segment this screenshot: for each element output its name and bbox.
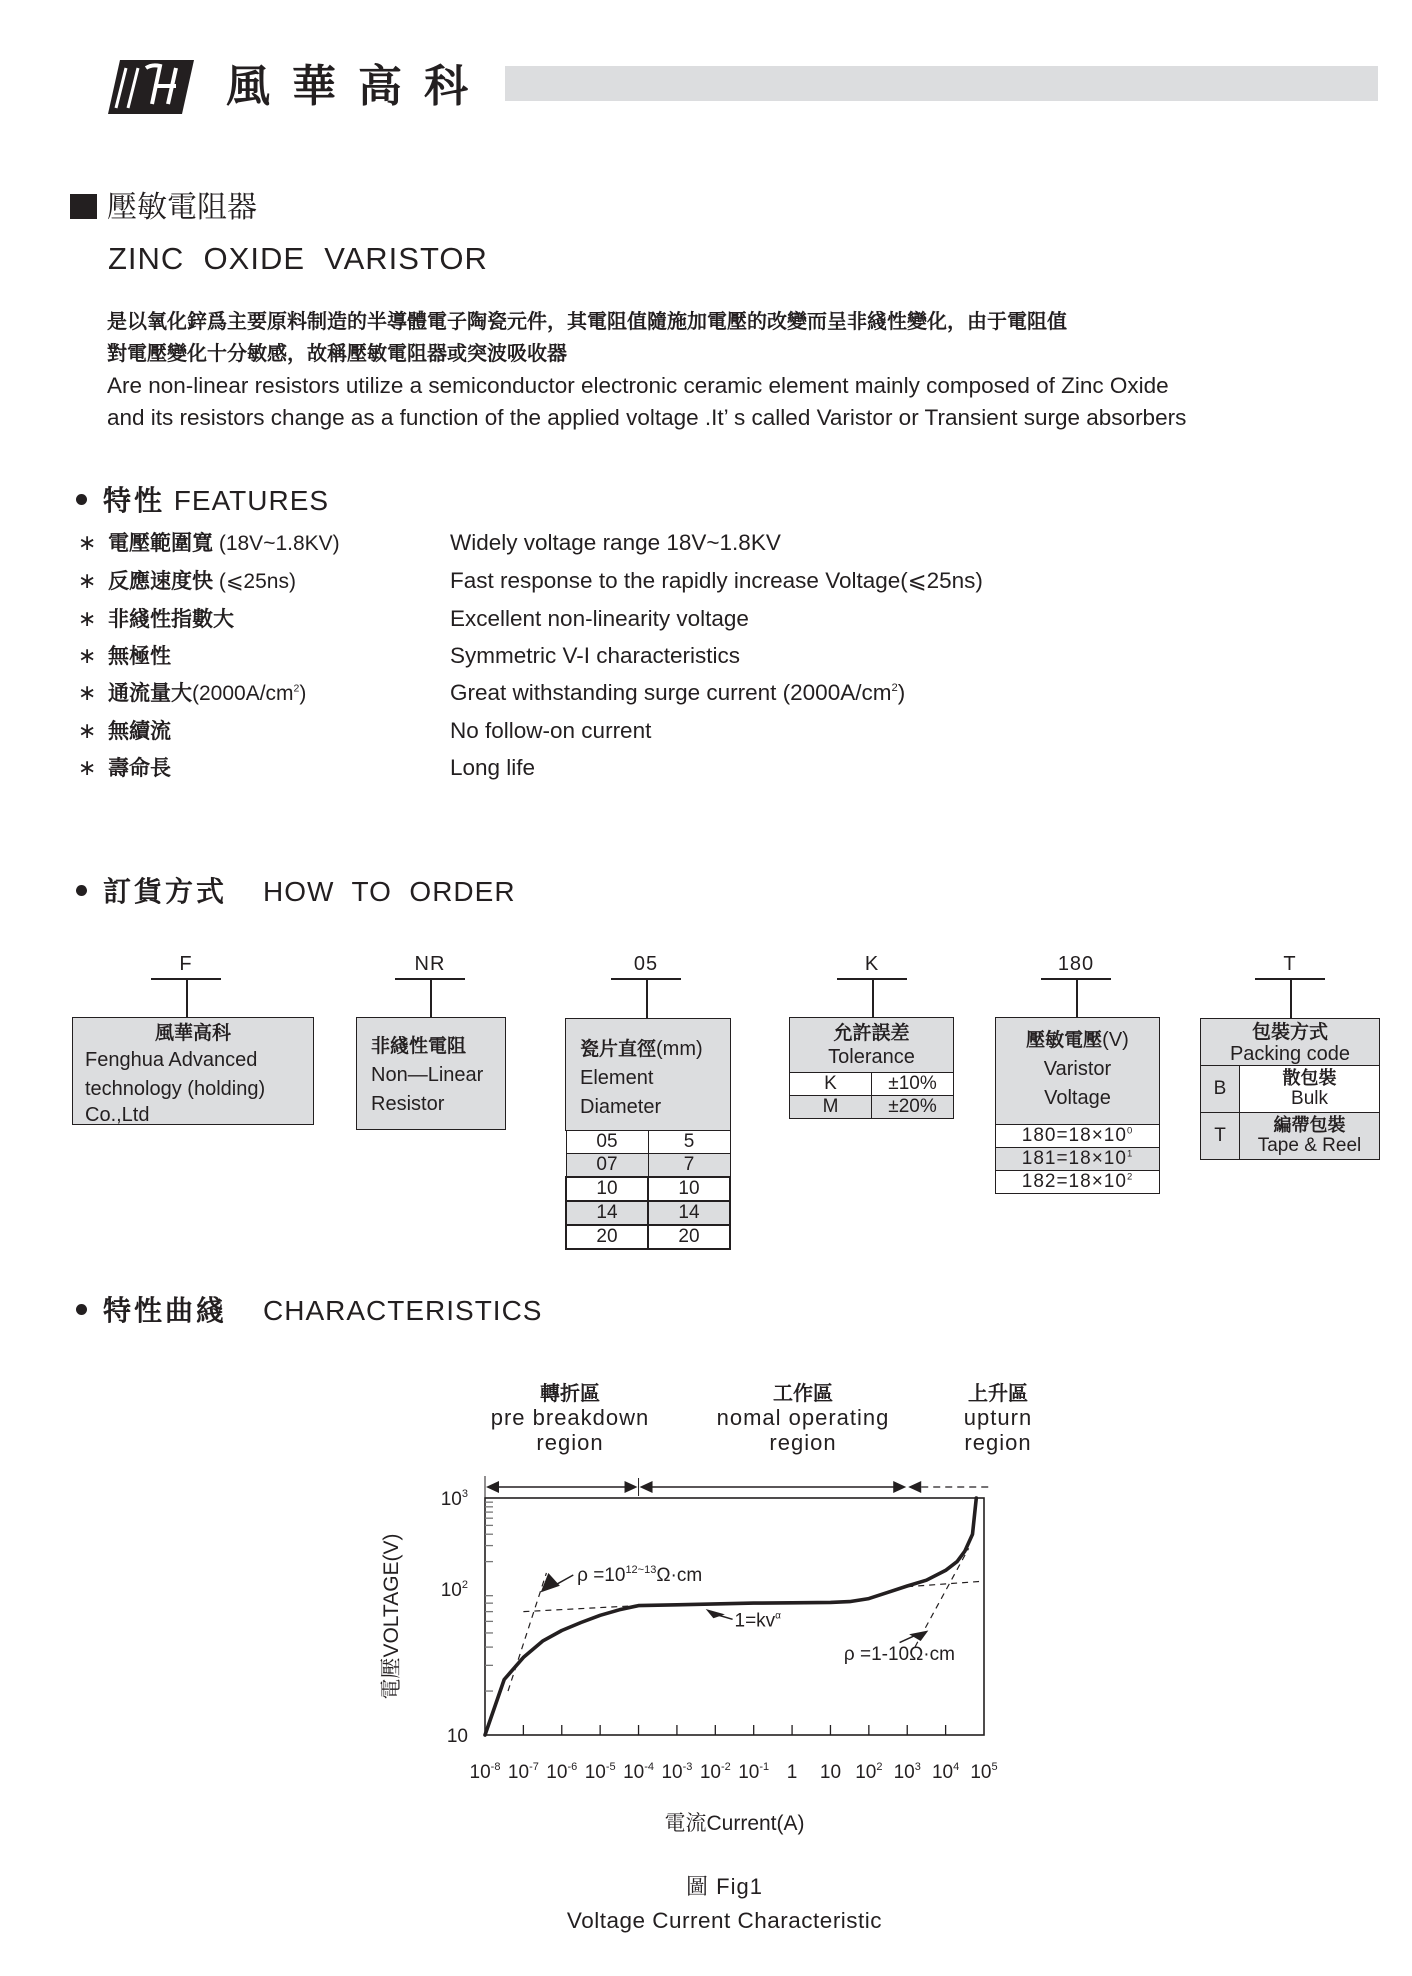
- tolerance-cn: 允許誤差: [833, 1022, 910, 1044]
- x-tick-label: $10^{-2}$: [699, 1761, 731, 1783]
- intro-cn-line1: 是以氧化鋅爲主要原料制造的半導體電子陶瓷元件，其電阻值隨施加電壓的改變而呈非綫性變化，由于電阻值: [107, 309, 1067, 333]
- feature-cn-label: 電壓範圍寬: [108, 531, 213, 555]
- feature-en-text: No follow-on current: [450, 718, 652, 743]
- x-tick-label: $10^{-4}$: [623, 1761, 654, 1783]
- company-box: [72, 1017, 314, 1125]
- annotation-arrowhead-icon: [909, 1630, 928, 1641]
- voltage-row: [996, 1148, 1160, 1171]
- annotation-high-resistivity: $\rho =10^{12\sim 13}\Omega\cdot cm$: [577, 1563, 703, 1586]
- packing-desc-en: Tape & Reel: [1257, 1135, 1362, 1156]
- feature-en: [450, 678, 905, 708]
- connector-line: [646, 978, 648, 1018]
- diameter-table: [565, 1130, 731, 1250]
- x-tick-label: $10^{-7}$: [507, 1761, 539, 1783]
- voltage-cn: 壓敏電壓: [1026, 1029, 1103, 1051]
- voltage-table: [995, 1124, 1160, 1194]
- diameter-box: [565, 1018, 731, 1131]
- diameter-mm: 14: [648, 1201, 730, 1225]
- asterisk-icon: ∗: [78, 755, 97, 780]
- feature-en-text: Excellent non-linearity voltage: [450, 606, 749, 631]
- diameter-row: [566, 1225, 730, 1249]
- region-label-en: pre breakdown: [490, 1405, 650, 1430]
- packing-code: T: [1201, 1113, 1240, 1160]
- voltage-code: [996, 1171, 1160, 1194]
- features-heading: [76, 483, 329, 519]
- region-label-en: nomal operating: [716, 1405, 890, 1430]
- feature-en: [450, 753, 535, 783]
- connector-line: [1076, 978, 1078, 1017]
- type-cn: 非綫性電阻: [371, 1035, 467, 1057]
- company-en3: Co.,Ltd: [85, 1104, 150, 1126]
- y-tick-label: 10: [446, 1726, 468, 1747]
- annotation-arrow: [719, 1615, 732, 1619]
- vi-characteristic-chart: [0, 1370, 1412, 1970]
- x-tick-label: $10^{-8}$: [469, 1761, 501, 1783]
- voltage-code: [996, 1125, 1160, 1148]
- features-heading-cn: 特性: [103, 484, 166, 517]
- diameter-unit: (mm): [656, 1038, 703, 1060]
- characteristics-heading-en: CHARACTERISTICS: [263, 1295, 543, 1326]
- intro-en-line2: and its resistors change as a function of the applied voltage .It’ s called Varistor or Transient surge absorbers: [107, 405, 1187, 430]
- region-label-cn: 上升區: [968, 1383, 1028, 1405]
- packing-desc: [1240, 1113, 1380, 1160]
- voltage-code-exp: 1: [1126, 1148, 1134, 1160]
- region-label-en: upturn: [963, 1405, 1033, 1430]
- feature-en-text: Symmetric V-I characteristics: [450, 643, 741, 668]
- tolerance-table: [789, 1072, 954, 1119]
- diameter-code: 20: [566, 1225, 648, 1249]
- diameter-mm: 10: [648, 1177, 730, 1201]
- region-label-region: region: [536, 1430, 604, 1455]
- diameter-cn: 瓷片直徑: [580, 1038, 657, 1060]
- x-tick-label: $10^{-3}$: [661, 1761, 693, 1783]
- packing-row: [1201, 1113, 1380, 1160]
- feature-cn-detail: (⩽25ns): [213, 570, 296, 593]
- feature-cn-label: 通流量大: [108, 681, 192, 705]
- feature-cn: [78, 753, 171, 783]
- characteristics-heading: [76, 1293, 542, 1329]
- feature-en: [450, 528, 781, 558]
- y-tick-label: $10^3$: [440, 1488, 468, 1510]
- feature-en-text: Long life: [450, 755, 536, 780]
- order-code: 05: [633, 953, 659, 975]
- pre-breakdown-tangent: [508, 1573, 546, 1691]
- voltage-box: [995, 1017, 1160, 1125]
- packing-desc-cn: 編帶包裝: [1273, 1115, 1346, 1136]
- chart-title: Voltage Current Characteristic: [566, 1908, 883, 1933]
- intro-cn-line2: 對電壓變化十分敏感，故稱壓敏電阻器或突波吸收器: [107, 341, 567, 365]
- tolerance-row: [790, 1073, 954, 1096]
- company-cn: 風華高科: [154, 1022, 231, 1044]
- voltage-code: [996, 1148, 1160, 1171]
- company-en1: Fenghua Advanced: [85, 1049, 258, 1071]
- diameter-en1: Element: [580, 1067, 654, 1089]
- diameter-mm: 5: [648, 1131, 730, 1154]
- x-tick-label: $10^3$: [893, 1761, 921, 1783]
- feature-cn: [78, 528, 340, 558]
- header-bar: [505, 66, 1378, 101]
- page-title-cn: 壓敏電阻器: [107, 190, 257, 225]
- voltage-code-text: 180=18×10: [1021, 1125, 1127, 1146]
- region-label-cn: 轉折區: [540, 1383, 600, 1405]
- feature-en: [450, 641, 740, 671]
- y-axis-label: 電壓VOLTAGE(V): [380, 1533, 403, 1700]
- order-heading-cn: 訂貨方式: [103, 875, 228, 908]
- arrowhead-right-icon: [625, 1481, 638, 1493]
- diameter-code: 10: [566, 1177, 648, 1201]
- diameter-code: 05: [566, 1131, 648, 1154]
- voltage-unit: (V): [1102, 1029, 1129, 1051]
- feature-en-text: Fast response to the rapidly increase Voltage(⩽25ns): [450, 568, 983, 593]
- feature-cn-detail: (2000A/cm: [192, 682, 294, 705]
- feature-cn: [78, 641, 171, 671]
- packing-box: [1200, 1018, 1380, 1066]
- tolerance-value: ±20%: [872, 1096, 954, 1119]
- tolerance-row: [790, 1096, 954, 1119]
- feature-cn-tail: ): [299, 682, 307, 705]
- company-en2: technology (holding): [85, 1078, 266, 1100]
- x-tick-label: $10^{-5}$: [584, 1761, 616, 1783]
- x-tick-label: 1: [786, 1762, 798, 1783]
- diameter-row: [566, 1177, 730, 1201]
- tolerance-code: M: [790, 1096, 872, 1119]
- packing-table: [1200, 1065, 1380, 1160]
- order-heading-en: HOW TO ORDER: [263, 876, 516, 907]
- bullet-icon: [76, 494, 87, 505]
- annotation-power-law: $1=kv^\alpha$: [734, 1610, 781, 1632]
- diameter-row: [566, 1131, 730, 1154]
- feature-cn: [78, 604, 234, 634]
- feature-en-text: Great withstanding surge current (2000A/cm: [450, 680, 892, 705]
- diameter-code: 14: [566, 1201, 648, 1225]
- feature-cn-label: 非綫性指數大: [108, 607, 234, 631]
- annotation-low-resistivity: ρ =1-10Ω·cm: [843, 1643, 955, 1665]
- order-heading: [76, 874, 516, 910]
- connector-line: [186, 978, 188, 1017]
- region-label-region: region: [964, 1430, 1032, 1455]
- connector-line: [872, 978, 874, 1017]
- x-tick-label: $10^5$: [970, 1761, 998, 1783]
- diameter-row: [566, 1154, 730, 1178]
- x-tick-label: $10^2$: [855, 1761, 883, 1783]
- x-axis-label: 電流Current(A): [664, 1812, 805, 1835]
- diameter-mm: 7: [648, 1154, 730, 1178]
- asterisk-icon: ∗: [78, 606, 97, 631]
- voltage-code-text: 181=18×10: [1021, 1148, 1127, 1169]
- order-code: F: [179, 953, 193, 975]
- title-square-icon: [70, 194, 97, 219]
- y-tick-label: $10^2$: [440, 1579, 468, 1601]
- x-tick-label: 10: [819, 1762, 842, 1783]
- feature-cn-detail: (18V~1.8KV): [213, 532, 340, 555]
- feature-en-sup: 2: [891, 682, 898, 694]
- voltage-en1: Varistor: [1043, 1058, 1112, 1080]
- packing-en: Packing code: [1229, 1043, 1351, 1065]
- packing-desc-en: Bulk: [1291, 1088, 1328, 1109]
- voltage-code-exp: 2: [1126, 1171, 1134, 1183]
- feature-cn-label: 壽命長: [108, 756, 171, 780]
- connector-line: [1290, 978, 1292, 1018]
- feature-en-text: Widely voltage range 18V~1.8KV: [450, 530, 781, 555]
- feature-cn: [78, 566, 296, 596]
- bullet-icon: [76, 885, 87, 896]
- tolerance-en: Tolerance: [828, 1046, 915, 1068]
- type-en1: Non—Linear: [371, 1064, 484, 1086]
- voltage-row: [996, 1171, 1160, 1194]
- arrowhead-left-icon: [640, 1481, 653, 1493]
- arrowhead-right-icon: [893, 1481, 906, 1493]
- figure-label: 圖 Fig1: [686, 1874, 763, 1899]
- x-tick-label: $10^{-6}$: [546, 1761, 578, 1783]
- bullet-icon: [76, 1304, 87, 1315]
- order-code: T: [1283, 953, 1297, 975]
- diameter-row: [566, 1201, 730, 1225]
- feature-en: [450, 566, 983, 596]
- connector-line: [430, 978, 432, 1017]
- fenghua-logo: [106, 58, 194, 116]
- feature-cn-label: 無續流: [108, 719, 171, 743]
- packing-desc: [1240, 1066, 1380, 1113]
- x-tick-label: $10^{-1}$: [738, 1761, 770, 1783]
- packing-cn: 包裝方式: [1251, 1021, 1328, 1043]
- feature-en: [450, 716, 651, 746]
- region-label-cn: 工作區: [773, 1383, 833, 1405]
- diameter-code: 07: [566, 1154, 648, 1178]
- asterisk-icon: ∗: [78, 718, 97, 743]
- type-en2: Resistor: [371, 1093, 445, 1115]
- x-tick-label: $10^4$: [931, 1761, 960, 1783]
- feature-cn-label: 無極性: [108, 644, 171, 668]
- packing-desc-cn: 散包裝: [1282, 1068, 1337, 1089]
- type-box: [356, 1017, 506, 1130]
- arrowhead-left-icon: [486, 1481, 499, 1493]
- feature-en-tail: ): [897, 680, 906, 705]
- feature-cn: [78, 678, 306, 708]
- tolerance-box: [789, 1017, 954, 1073]
- voltage-code-text: 182=18×10: [1021, 1171, 1127, 1192]
- asterisk-icon: ∗: [78, 680, 97, 705]
- arrowhead-left-icon: [908, 1481, 921, 1493]
- page-title-en: ZINC OXIDE VARISTOR: [108, 241, 488, 276]
- feature-cn: [78, 716, 171, 746]
- characteristics-heading-cn: 特性曲綫: [103, 1294, 228, 1327]
- feature-en: [450, 604, 749, 634]
- voltage-row: [996, 1125, 1160, 1148]
- voltage-code-exp: 0: [1126, 1125, 1134, 1137]
- order-code: NR: [414, 953, 446, 975]
- asterisk-icon: ∗: [78, 643, 97, 668]
- packing-code: B: [1201, 1066, 1240, 1113]
- order-code: 180: [1057, 953, 1095, 975]
- tolerance-code: K: [790, 1073, 872, 1096]
- region-label-region: region: [769, 1430, 837, 1455]
- packing-row: [1201, 1066, 1380, 1113]
- asterisk-icon: ∗: [78, 568, 97, 593]
- voltage-en2: Voltage: [1044, 1087, 1111, 1109]
- vi-curve-line: [485, 1498, 976, 1735]
- brand-name: 風華高科: [226, 61, 490, 112]
- order-code: K: [864, 953, 880, 975]
- tolerance-value: ±10%: [872, 1073, 954, 1096]
- annotation-arrow: [900, 1636, 915, 1643]
- diameter-en2: Diameter: [580, 1096, 662, 1118]
- features-heading-en: FEATURES: [165, 485, 330, 516]
- feature-cn-label: 反應速度快: [108, 569, 213, 593]
- diameter-mm: 20: [648, 1225, 730, 1249]
- asterisk-icon: ∗: [78, 530, 97, 555]
- intro-en-line1: Are non-linear resistors utilize a semiconductor electronic ceramic element mainly composed of Zinc Oxide: [107, 373, 1169, 398]
- feature-cn-sup: 2: [293, 682, 300, 695]
